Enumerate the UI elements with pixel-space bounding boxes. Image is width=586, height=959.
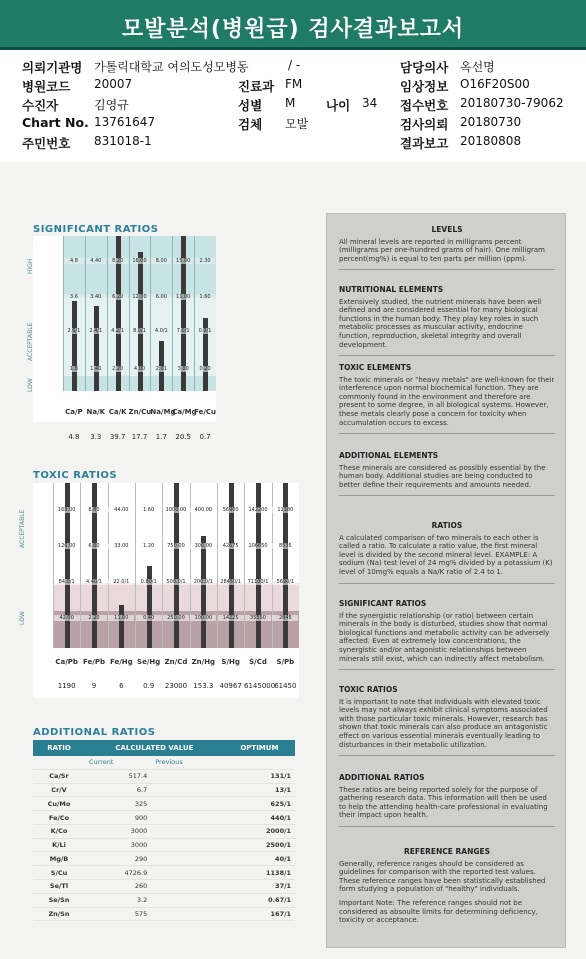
tox-label: Zn/Hg: [191, 658, 216, 666]
age-value: 34: [362, 96, 378, 110]
tox-tick: 126.00: [54, 543, 80, 549]
dept-value: FM: [285, 77, 303, 91]
toxic-ratios-section: [327, 686, 567, 756]
ratio-previous: [151, 838, 224, 852]
table-row: [33, 893, 295, 907]
head-calc: CALCULATED VALUE: [85, 740, 224, 756]
ratio-current: 290: [85, 852, 151, 866]
sig-tick: 2.30: [195, 258, 215, 264]
ratio-current: 3000: [85, 838, 151, 852]
tox-label: Ca/Pb: [55, 658, 78, 666]
receipt-value: 20180730-79062: [460, 96, 564, 110]
ratio-previous: [151, 907, 224, 921]
ratio-name: Cu/Mo: [33, 797, 85, 811]
reference-section: [327, 848, 567, 925]
ratio-previous: [151, 783, 224, 797]
ratio-optimum: 1138/1: [224, 866, 295, 880]
hosp-code-label: 병원코드: [22, 79, 71, 94]
ratio-previous: [151, 824, 224, 838]
sig-tick: 2.20: [108, 366, 128, 372]
ratio-current: 4726.9: [85, 866, 151, 880]
report-value: 20180808: [460, 134, 522, 148]
sig-label: Fe/Cu: [194, 408, 217, 416]
table-row: [33, 907, 295, 921]
patient-value: 김영규: [94, 98, 129, 112]
receipt-label: 접수번호: [400, 98, 449, 113]
tox-label: Se/Hg: [137, 658, 161, 666]
additional-elements-title: ADDITIONAL ELEMENTS: [339, 451, 439, 460]
tox-label: S/Cd: [249, 658, 267, 666]
sig-tick: 1.40: [86, 366, 106, 372]
ratios-text: A calculated comparison of two minerals to each other is called a ratio. To calculate a ratio value, the first mineral level is divided by the second mineral level. EXAMPLE: A sodium (Na) test level of 24 mg% divided by a potassium (K) level of 10mg% equals a Na/K ratio of 2.4 to 1.: [339, 533, 553, 576]
ratio-name: Se/Tl: [33, 880, 85, 894]
ratio-name: S/Cu: [33, 866, 85, 880]
id-value: 831018-1: [94, 134, 152, 148]
toxic-ratios-text: It is important to note that individuals with elevated toxic levels may not always exhibit clinical symptoms associated with those particular toxic minerals. However, research has shown that toxic minerals can also produce an antagonistic effect on various essential minerals eventually leading to disturbances in their metabolic utilization.: [339, 697, 548, 749]
levels-section: [327, 226, 567, 270]
tox-bar: [119, 605, 124, 648]
hospital-label: 의뢰기관명: [22, 60, 83, 75]
tox-tick: 5690/1: [272, 579, 298, 585]
ratio-name: K/Co: [33, 824, 85, 838]
tox-tick: 250.00: [163, 615, 189, 621]
tox-value: 23000: [164, 682, 188, 690]
tox-tick: 28450/1: [218, 579, 244, 585]
tox-tick: 4.40/1: [81, 579, 107, 585]
sig-tick: 4.2/1: [108, 328, 128, 334]
additional-elements-text: These minerals are considered as possibly essential by the human body. Additional studies are being conducted to better define their requirements and amounts needed.: [339, 463, 546, 489]
ratio-optimum: 440/1: [224, 811, 295, 825]
doctor-value: 옥선명: [460, 60, 495, 74]
levels-text: All mineral levels are reported in milligrams percent (milligrams per one-hundred grams of hair). One milligram percent(mg%) is equal to ten parts per million (ppm).: [339, 237, 545, 263]
sig-tick: 4.8: [64, 258, 84, 264]
sig-label: Ca/Mg: [172, 408, 197, 416]
tox-tick: 22.0/1: [108, 579, 134, 585]
ratio-name: Ca/Sr: [33, 769, 85, 783]
report-label: 결과보고: [400, 136, 449, 151]
specimen-value: 모발: [285, 117, 309, 131]
additional-ratios-panel-title: ADDITIONAL RATIOS: [339, 773, 425, 782]
tox-bar: [201, 536, 206, 648]
ratios-section: [327, 522, 567, 584]
clinical-label: 임상정보: [400, 79, 449, 94]
tox-tick: 44.00: [108, 507, 134, 513]
sig-tick: 4.40: [86, 258, 106, 264]
tox-tick: 8.80: [81, 507, 107, 513]
sub-previous: Previous: [151, 756, 224, 769]
table-row: [33, 811, 295, 825]
sub-current: Current: [85, 756, 151, 769]
toxic-ratios-title: TOXIC RATIOS: [33, 470, 118, 481]
dept-label: 진료과: [238, 79, 275, 94]
sig-label: Ca/K: [108, 408, 127, 416]
report-header: [0, 0, 586, 50]
sig-tick: 6.20: [108, 294, 128, 300]
tox-tick: 42.00: [54, 615, 80, 621]
tox-value: 40967: [219, 682, 242, 690]
doctor-label: 담당의사: [400, 60, 449, 75]
sig-value: 4.8: [68, 433, 80, 441]
levels-title: LEVELS: [431, 225, 463, 234]
table-row: [33, 852, 295, 866]
sig-side-low: LOW: [27, 378, 34, 392]
table-row: [33, 880, 295, 894]
ratio-name: Zn/Sn: [33, 907, 85, 921]
gender-label: 성별: [238, 98, 263, 113]
tox-tick: 106650: [245, 543, 271, 549]
tox-label: Zn/Cd: [164, 658, 188, 666]
additional-ratios-table: [33, 740, 295, 921]
tox-value: 0.9: [143, 682, 155, 690]
significant-text: If the synergistic relationship (or ratio) between certain minerals in the body is disturbed, studies show that normal biological functions and metabolic activity can be adversely affected. Even at extremely low concentrations, the synergistic and/or antagonistic relationships between minerals still exist, which can indirectly affect metabolism.: [339, 611, 550, 663]
tox-tick: 56900: [218, 507, 244, 513]
specimen-label: 검체: [238, 117, 263, 132]
sig-tick: 8.0/1: [130, 328, 150, 334]
tox-tick: 2845: [272, 615, 298, 621]
tox-label: Fe/Pb: [83, 658, 105, 666]
ratio-previous: [151, 797, 224, 811]
sig-tick: 16.00: [130, 258, 150, 264]
toxic-elements-text: The toxic minerals or "heavy metals" are well-known for their interference upon normal biochemical function. They are commonly found in the environment and therefore are present to some degree, in all biological systems. However, these metals clearly pose a concern for toxicity when accumulation occurs to excess.: [339, 375, 555, 427]
tox-side-accept: ACCEPTABLE: [19, 509, 26, 548]
tox-label: Fe/Hg: [109, 658, 133, 666]
tox-value: 6145000: [244, 682, 276, 690]
tox-tick: 500.0/1: [163, 579, 189, 585]
patient-label: 수진자: [22, 98, 59, 113]
ratio-optimum: 40/1: [224, 852, 295, 866]
additional-ratios-section: [327, 774, 567, 827]
tox-value: 6: [119, 682, 124, 690]
tox-tick: 1000.00: [163, 507, 189, 513]
id-label: 주민번호: [22, 136, 71, 151]
ratio-current: 260: [85, 880, 151, 894]
ratio-current: 900: [85, 811, 151, 825]
nutritional-title: NUTRITIONAL ELEMENTS: [339, 285, 444, 294]
ratio-previous: [151, 893, 224, 907]
tox-tick: 400.00: [190, 507, 216, 513]
ratio-previous: [151, 852, 224, 866]
tox-tick: 1.60: [136, 507, 162, 513]
sig-tick: 12.00: [130, 294, 150, 300]
tox-bar: [147, 566, 152, 649]
sig-value: 0.7: [199, 433, 211, 441]
sig-tick: 1.60: [195, 294, 215, 300]
sig-tick: 1.8: [64, 366, 84, 372]
tox-tick: 11.00: [108, 615, 134, 621]
tox-tick: 168.00: [54, 507, 80, 513]
ratio-optimum: 37/1: [224, 880, 295, 894]
ratio-name: K/Li: [33, 838, 85, 852]
ratio-optimum: 13/1: [224, 783, 295, 797]
tox-value: 1190: [57, 682, 76, 690]
sig-value: 3.3: [90, 433, 102, 441]
significant-section: [327, 600, 567, 670]
tox-tick: 35550: [245, 615, 271, 621]
ratio-optimum: 625/1: [224, 797, 295, 811]
tox-value: 9: [91, 682, 97, 690]
tox-tick: 1.20: [136, 543, 162, 549]
chart-label: Chart No.: [22, 115, 89, 130]
tox-tick: 0.80/1: [136, 579, 162, 585]
reference-note: Important Note: The reference ranges should not be considered as absoulte limits for determining deficiency, toxicity or acceptance.: [339, 898, 538, 925]
sig-tick: 8.20: [108, 258, 128, 264]
sig-side-accept: ACCEPTABLE: [27, 322, 34, 361]
reference-text: Generally, reference ranges should be considered as guidelines for comparison with the reported test values. These reference ranges have been statistically established form studying a population of "healthy" individuals.: [339, 859, 546, 894]
ratio-current: 325: [85, 797, 151, 811]
toxic-ratios-panel-title: TOXIC RATIOS: [339, 685, 398, 694]
significant-title: SIGNIFICANT RATIOS: [339, 599, 427, 608]
ratio-current: 575: [85, 907, 151, 921]
tox-value: 61450: [274, 682, 297, 690]
tox-tick: 142200: [245, 507, 271, 513]
tox-tick: 300.00: [190, 543, 216, 549]
ratio-name: Se/Sn: [33, 893, 85, 907]
sig-side-high: HIGH: [27, 258, 34, 274]
ratio-current: 3.2: [85, 893, 151, 907]
nutritional-text: Extensively studied, the nutrient minerals have been well defined and are considered essential for many biological functions in the human body. They play key roles in such metabolic processes as muscular activity, endocrine function, reproduction, skeletal integrity and overall development.: [339, 297, 542, 349]
tox-tick: 11380: [272, 507, 298, 513]
sig-tick: 3.00: [173, 366, 193, 372]
significant-ratios-title: SIGNIFICANT RATIOS: [33, 224, 159, 235]
hospital-sep: / -: [288, 58, 301, 72]
sig-tick: 2.01: [151, 366, 171, 372]
ratio-previous: [151, 811, 224, 825]
hosp-code-value: 20007: [94, 77, 133, 91]
table-row: [33, 866, 295, 880]
gender-value: M: [285, 96, 296, 110]
toxic-elements-section: [327, 364, 567, 434]
ratio-optimum: 167/1: [224, 907, 295, 921]
sig-value: 20.5: [175, 433, 191, 441]
sig-value: 17.7: [131, 433, 148, 441]
additional-ratios-title: ADDITIONAL RATIOS: [33, 727, 156, 738]
significant-ratios-chart: [27, 236, 217, 441]
sig-tick: 2.6/1: [64, 328, 84, 334]
toxic-ratios-chart: [19, 483, 299, 698]
sig-label: Na/Mg: [150, 408, 176, 416]
ratio-current: 6.7: [85, 783, 151, 797]
tox-tick: 100.00: [190, 615, 216, 621]
tox-tick: 84.0/1: [54, 579, 80, 585]
age-label: 나이: [326, 98, 351, 113]
sig-tick: 3.40: [86, 294, 106, 300]
tox-tick: 2.20: [81, 615, 107, 621]
table-row: [33, 824, 295, 838]
table-row: [33, 783, 295, 797]
additional-elements-section: [327, 452, 567, 496]
sig-label: Zn/Cu: [128, 408, 152, 416]
sig-tick: 7.0/1: [173, 328, 193, 334]
tox-tick: 750.00: [163, 543, 189, 549]
tox-tick: 200.0/1: [190, 579, 216, 585]
tox-label: S/Pb: [276, 658, 295, 666]
tox-value: 153.3: [193, 682, 214, 690]
sig-bar: [94, 306, 99, 391]
chart-value: 13761647: [94, 115, 156, 129]
table-row: [33, 797, 295, 811]
ratio-previous: [151, 880, 224, 894]
clinical-value: O16F20S00: [460, 77, 530, 91]
head-optimum: OPTIMUM: [224, 740, 295, 756]
tox-side-low: LOW: [19, 611, 26, 625]
sig-bar: [72, 301, 77, 391]
ratio-previous: [151, 866, 224, 880]
nutritional-section: [327, 286, 567, 356]
tox-tick: 42675: [218, 543, 244, 549]
sig-tick: 4.0/1: [151, 328, 171, 334]
ratio-optimum: 2000/1: [224, 824, 295, 838]
patient-info: [0, 52, 586, 160]
sig-tick: 2.4/1: [86, 328, 106, 334]
report-title: 모발분석(병원급) 검사결과보고서: [121, 17, 465, 42]
ratio-current: 3000: [85, 824, 151, 838]
sig-label: Na/K: [86, 408, 106, 416]
sig-tick: 6.00: [151, 294, 171, 300]
ratio-optimum: 2500/1: [224, 838, 295, 852]
tox-label: S/Hg: [221, 658, 240, 666]
hospital-value: 가톨릭대학교 여의도성모병동: [94, 60, 249, 74]
ratio-name: Mg/B: [33, 852, 85, 866]
explanation-panel: [326, 213, 566, 948]
tox-tick: 33.00: [108, 543, 134, 549]
ratio-current: 517.4: [85, 769, 151, 783]
additional-ratios-text: These ratios are being reported solely for the purpose of gathering research data. This information will then be used to help the attending health-care professional in evaluating their impact upon health.: [339, 785, 548, 820]
ratio-name: Cr/V: [33, 783, 85, 797]
request-value: 20180730: [460, 115, 522, 129]
tox-tick: 8535: [272, 543, 298, 549]
sig-tick: 0.9/1: [195, 328, 215, 334]
ratios-title: RATIOS: [431, 521, 463, 530]
ratio-optimum: 0.67/1: [224, 893, 295, 907]
ratio-previous: [151, 769, 224, 783]
sig-label: Ca/P: [65, 408, 83, 416]
ratio-name: Fe/Co: [33, 811, 85, 825]
head-ratio: RATIO: [33, 740, 85, 756]
table-row: [33, 838, 295, 852]
request-label: 검사의뢰: [400, 117, 449, 132]
reference-title: REFERENCE RANGES: [403, 847, 491, 856]
tox-tick: 14225: [218, 615, 244, 621]
tox-tick: 6.60: [81, 543, 107, 549]
sig-value: 39.7: [109, 433, 126, 441]
toxic-elements-title: TOXIC ELEMENTS: [339, 363, 412, 372]
ratio-optimum: 131/1: [224, 769, 295, 783]
tox-tick: 71100/1: [245, 579, 271, 585]
tox-tick: 0.40: [136, 615, 162, 621]
sig-tick: 11.00: [173, 294, 193, 300]
sig-tick: 3.6: [64, 294, 84, 300]
table-row: [33, 769, 295, 783]
sig-value: 1.7: [155, 433, 167, 441]
sig-tick: 15.00: [173, 258, 193, 264]
sig-tick: 0.20: [195, 366, 215, 372]
sig-tick: 8.00: [151, 258, 171, 264]
sig-tick: 4.00: [130, 366, 150, 372]
